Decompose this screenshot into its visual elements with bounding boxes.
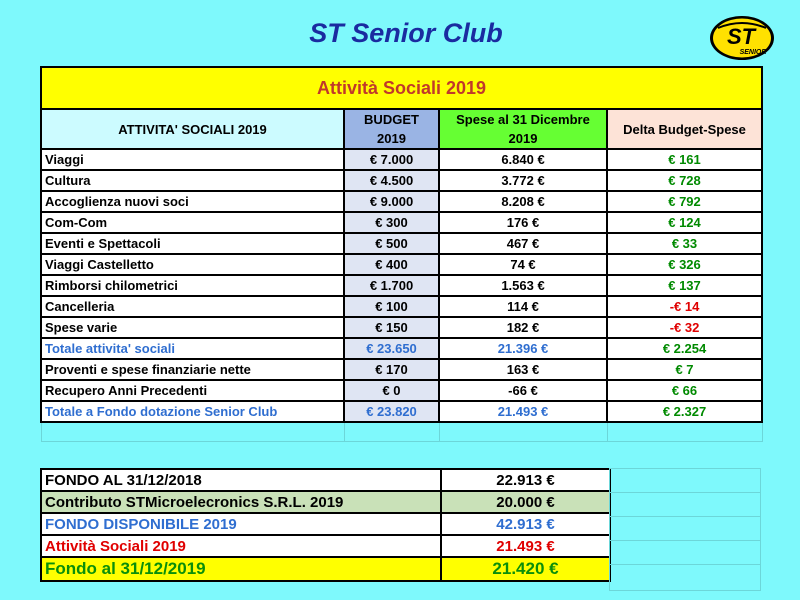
spacer-row: [41, 422, 762, 442]
row-budget: € 1.700: [344, 275, 439, 296]
row-spese: 163 €: [439, 359, 607, 380]
row-delta: € 137: [607, 275, 762, 296]
row-delta: € 792: [607, 191, 762, 212]
summary-value: 42.913 €: [441, 513, 610, 535]
row-delta: € 2.254: [607, 338, 762, 359]
row-label: Totale a Fondo dotazione Senior Club: [41, 401, 344, 422]
table-row: [41, 296, 762, 317]
row-budget: € 0: [344, 380, 439, 401]
row-spese: 74 €: [439, 254, 607, 275]
row-delta: € 2.327: [607, 401, 762, 422]
row-label: Recupero Anni Precedenti: [41, 380, 344, 401]
row-label: Cultura: [41, 170, 344, 191]
summary-label: Fondo al 31/12/2019: [41, 557, 441, 581]
logo-sub-text: SENIOR: [739, 49, 767, 56]
row-budget: € 500: [344, 233, 439, 254]
table-row: [41, 233, 762, 254]
row-budget: € 7.000: [344, 149, 439, 170]
activities-table: [40, 66, 763, 442]
row-delta: € 124: [607, 212, 762, 233]
summary-row: [41, 491, 610, 513]
summary-value: 22.913 €: [441, 469, 610, 491]
row-label: Accoglienza nuovi soci: [41, 191, 344, 212]
row-delta: € 66: [607, 380, 762, 401]
row-spese: 176 €: [439, 212, 607, 233]
row-budget: € 170: [344, 359, 439, 380]
summary-value: 20.000 €: [441, 491, 610, 513]
summary-label: FONDO AL 31/12/2018: [41, 469, 441, 491]
summary-value: 21.420 €: [441, 557, 610, 581]
empty-side-cells: [609, 468, 761, 591]
row-budget: € 150: [344, 317, 439, 338]
row-delta: -€ 32: [607, 317, 762, 338]
fund-summary-table: [40, 468, 611, 582]
row-spese: 182 €: [439, 317, 607, 338]
row-label: Proventi e spese finanziarie nette: [41, 359, 344, 380]
row-label: Eventi e Spettacoli: [41, 233, 344, 254]
table-row: [41, 212, 762, 233]
summary-row: [41, 513, 610, 535]
table-row: [41, 359, 762, 380]
row-spese: 467 €: [439, 233, 607, 254]
row-label: Rimborsi chilometrici: [41, 275, 344, 296]
row-label: Viaggi Castelletto: [41, 254, 344, 275]
header-delta: Delta Budget-Spese: [607, 109, 762, 149]
summary-value: 21.493 €: [441, 535, 610, 557]
row-label: Viaggi: [41, 149, 344, 170]
table-row: [41, 380, 762, 401]
row-delta: € 326: [607, 254, 762, 275]
summary-row: [41, 557, 610, 581]
row-budget: € 300: [344, 212, 439, 233]
row-delta: € 7: [607, 359, 762, 380]
table-banner: Attività Sociali 2019: [41, 67, 762, 109]
header-budget: BUDGET 2019: [344, 109, 439, 149]
summary-row: [41, 535, 610, 557]
header-spese: Spese al 31 Dicembre 2019: [439, 109, 607, 149]
summary-label: Attività Sociali 2019: [41, 535, 441, 557]
row-spese: 21.493 €: [439, 401, 607, 422]
row-delta: € 33: [607, 233, 762, 254]
row-budget: € 23.820: [344, 401, 439, 422]
row-budget: € 4.500: [344, 170, 439, 191]
row-delta: -€ 14: [607, 296, 762, 317]
table-row: [41, 170, 762, 191]
header-activity: ATTIVITA' SOCIALI 2019: [41, 109, 344, 149]
table-row: [41, 401, 762, 422]
row-budget: € 400: [344, 254, 439, 275]
row-spese: 6.840 €: [439, 149, 607, 170]
table-row: [41, 254, 762, 275]
row-label: Cancelleria: [41, 296, 344, 317]
row-budget: € 23.650: [344, 338, 439, 359]
row-delta: € 161: [607, 149, 762, 170]
summary-label: FONDO DISPONIBILE 2019: [41, 513, 441, 535]
table-row: [41, 275, 762, 296]
table-row: [41, 191, 762, 212]
summary-row: [41, 469, 610, 491]
row-label: Com-Com: [41, 212, 344, 233]
page-title: ST Senior Club: [309, 18, 503, 48]
row-spese: 3.772 €: [439, 170, 607, 191]
row-spese: -66 €: [439, 380, 607, 401]
row-spese: 114 €: [439, 296, 607, 317]
row-budget: € 9.000: [344, 191, 439, 212]
row-budget: € 100: [344, 296, 439, 317]
row-spese: 8.208 €: [439, 191, 607, 212]
table-row: [41, 317, 762, 338]
row-delta: € 728: [607, 170, 762, 191]
table-row: [41, 149, 762, 170]
st-senior-logo: [708, 14, 776, 62]
table-row: [41, 338, 762, 359]
logo-main-text: ST: [726, 24, 756, 49]
row-spese: 1.563 €: [439, 275, 607, 296]
row-label: Spese varie: [41, 317, 344, 338]
row-spese: 21.396 €: [439, 338, 607, 359]
row-label: Totale attivita' sociali: [41, 338, 344, 359]
summary-label: Contributo STMicroelecronics S.R.L. 2019: [41, 491, 441, 513]
